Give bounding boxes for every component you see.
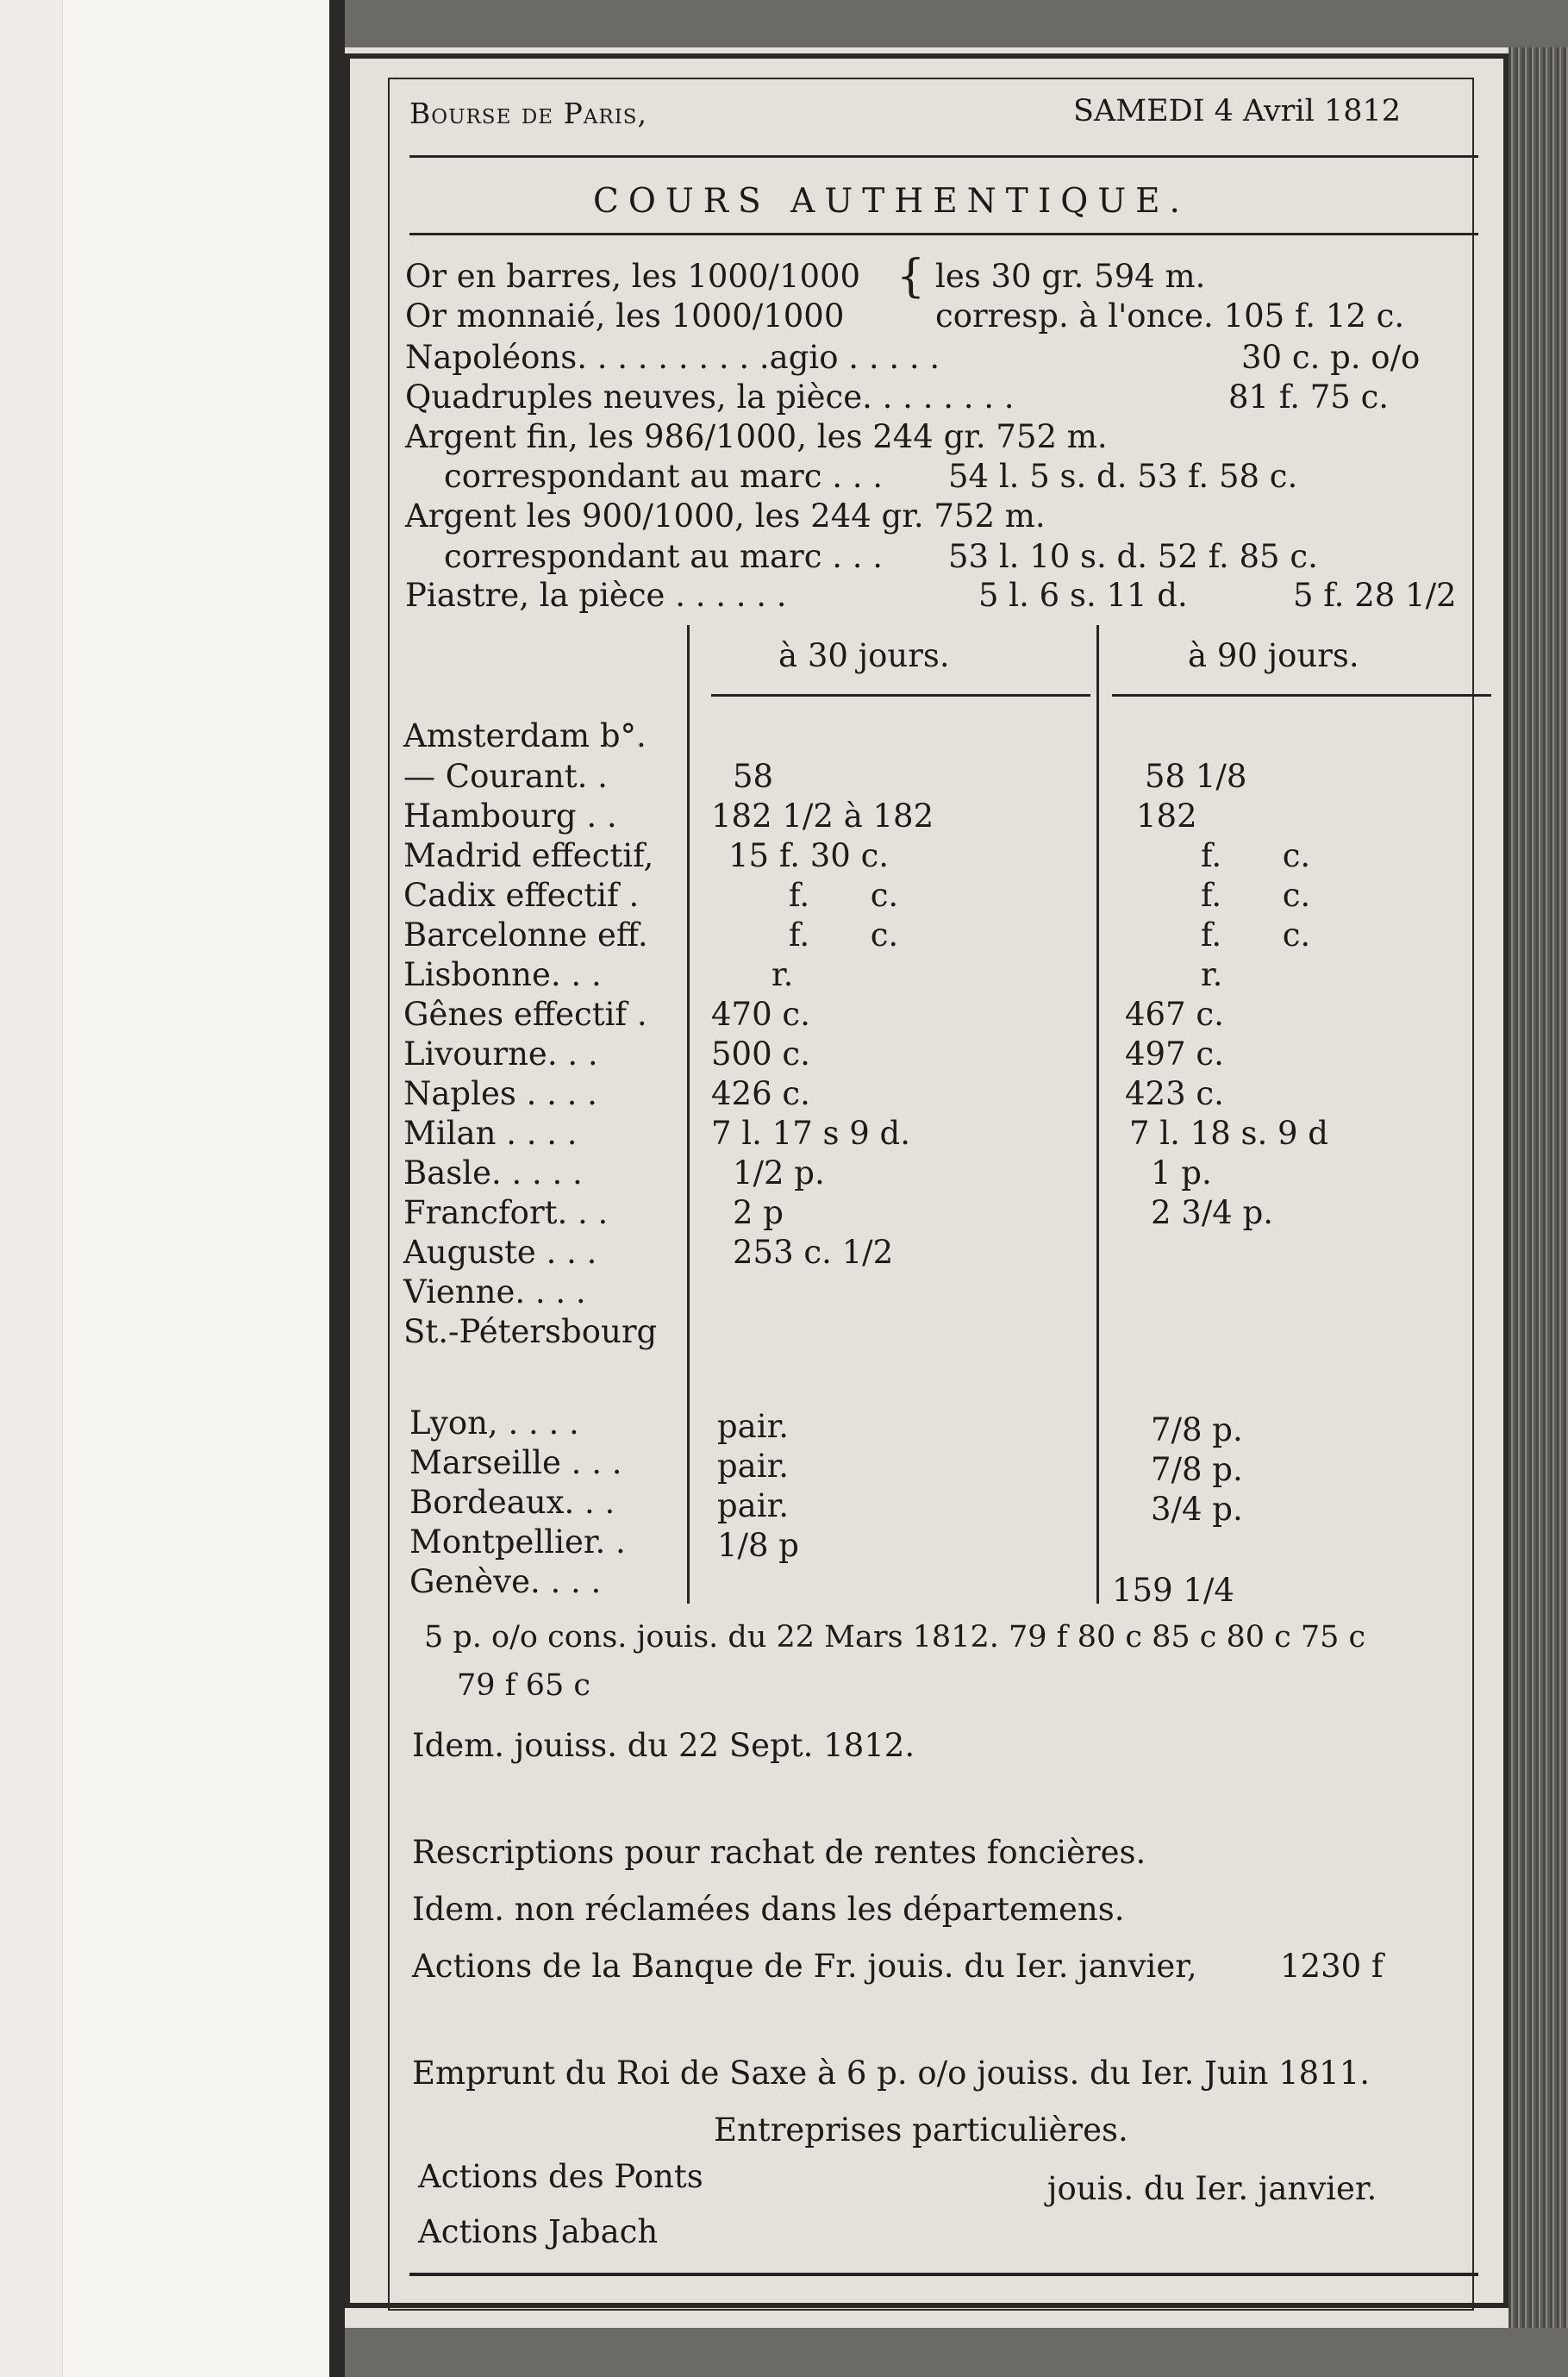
exchange-place: Vienne. . . . <box>403 1273 586 1310</box>
exchange-place: Amsterdam b°. <box>403 717 647 754</box>
exchange-rate-90: 497 c. <box>1125 1035 1224 1073</box>
book-binding-left <box>0 0 62 2377</box>
domestic-place: Genève. . . . <box>409 1563 602 1600</box>
exchange-place: Lisbonne. . . <box>403 956 602 993</box>
actions-ponts-jouissance: jouis. du Ier. janvier. <box>1047 2170 1377 2207</box>
exchange-rate-30: 253 c. 1/2 <box>733 1234 894 1271</box>
entreprises-heading: Entreprises particulières. <box>714 2111 1128 2149</box>
metal-label: Or en barres, les 1000/1000 <box>405 258 861 295</box>
exchange-rate-30: 470 c. <box>711 996 810 1033</box>
exchange-rate-90: 182 <box>1136 798 1197 835</box>
domestic-rate-90: 7/8 p. <box>1151 1411 1243 1448</box>
domestic-rate-90: 159 1/4 <box>1112 1572 1234 1609</box>
exchange-rate-90: 1 p. <box>1151 1154 1212 1192</box>
metal-label: Quadruples neuves, la pièce. . . . . . . . <box>405 378 1015 416</box>
domestic-rate-90: 3/4 p. <box>1151 1491 1243 1528</box>
metal-value-francs: 5 f. 28 1/2 <box>1293 577 1457 614</box>
exchange-rate-30: 426 c. <box>711 1075 810 1112</box>
banque-actions-value: 1230 f <box>1280 1948 1384 1985</box>
column-header-rule <box>1112 694 1491 697</box>
banque-actions-line: Actions de la Banque de Fr. jouis. du Ier. janvier, <box>412 1948 1197 1985</box>
exchange-place: Cadix effectif . <box>403 877 640 914</box>
exchange-rate-30: 1/2 p. <box>733 1154 825 1192</box>
exchange-rate-90: f. c. <box>1201 837 1311 874</box>
book-spine-shadow <box>329 0 345 2377</box>
exchange-rate-30: 15 f. 30 c. <box>728 837 890 874</box>
exchange-place: Naples . . . . <box>403 1075 597 1112</box>
column-divider-left <box>687 625 690 1604</box>
exchange-place: Milan . . . . <box>403 1115 578 1152</box>
exchange-rate-30: 58 <box>733 758 774 795</box>
column-divider-right <box>1096 625 1099 1604</box>
exchange-place: Livourne. . . <box>403 1035 598 1073</box>
column-header-30-days: à 30 jours. <box>778 637 950 674</box>
domestic-rate-30: 1/8 p <box>717 1527 799 1564</box>
exchange-rate-30: 500 c. <box>711 1035 810 1073</box>
page-edges <box>1509 47 1568 2328</box>
actions-jabach-line: Actions Jabach <box>418 2213 659 2250</box>
exchange-rate-90: 423 c. <box>1125 1075 1224 1112</box>
rentes-line-1: 5 p. o/o cons. jouis. du 22 Mars 1812. 79 f 80 c 85 c 80 c 75 c <box>424 1620 1366 1655</box>
domestic-rate-30: pair. <box>717 1487 789 1524</box>
exchange-rate-30: f. c. <box>789 877 899 914</box>
emprunt-saxe-line: Emprunt du Roi de Saxe à 6 p. o/o jouiss. du Ier. Juin 1811. <box>412 2055 1370 2092</box>
exchange-rate-30: 2 p <box>733 1194 784 1231</box>
metal-label: Argent fin, les 986/1000, les 244 gr. 752 m. <box>405 418 1108 455</box>
footer-rule <box>409 2273 1478 2276</box>
metal-label: Napoléons. . . . . . . . . .agio . . . . . <box>405 339 940 376</box>
exchange-rate-90: f. c. <box>1201 916 1311 954</box>
exchange-rate-90: 467 c. <box>1125 996 1224 1033</box>
exchange-place: Madrid effectif, <box>403 837 654 874</box>
domestic-place: Marseille . . . <box>409 1444 622 1481</box>
metal-label: Piastre, la pièce . . . . . . <box>405 577 787 614</box>
metal-label: correspondant au marc . . . <box>444 458 884 495</box>
exchange-rate-30: f. c. <box>789 916 899 954</box>
header-rule-bottom <box>409 233 1478 235</box>
book-binding-strip <box>62 0 330 2377</box>
header-rule-top <box>409 155 1478 158</box>
exchange-place: Auguste . . . <box>403 1234 597 1271</box>
exchange-place: Hambourg . . <box>403 798 617 835</box>
domestic-rate-30: pair. <box>717 1448 789 1485</box>
exchange-rate-30: 182 1/2 à 182 <box>711 798 934 835</box>
exchange-place: Basle. . . . . <box>403 1154 583 1192</box>
actions-ponts-line: Actions des Ponts <box>418 2158 703 2195</box>
exchange-place: St.-Pétersbourg <box>403 1313 658 1350</box>
metal-value: les 30 gr. 594 m. <box>935 258 1206 295</box>
metal-value: 54 l. 5 s. d. 53 f. 58 c. <box>948 458 1298 495</box>
column-header-90-days: à 90 jours. <box>1188 637 1359 674</box>
metal-value: corresp. à l'once. 105 f. 12 c. <box>935 297 1405 335</box>
exchange-rate-90: 7 l. 18 s. 9 d <box>1129 1115 1328 1152</box>
metal-value: 81 f. 75 c. <box>1228 378 1390 416</box>
exchange-rate-90: 2 3/4 p. <box>1151 1194 1274 1231</box>
domestic-rate-30: pair. <box>717 1408 789 1445</box>
domestic-place: Montpellier. . <box>409 1523 626 1561</box>
brace-glyph: { <box>896 251 926 303</box>
exchange-rate-90: 58 1/8 <box>1145 758 1247 795</box>
exchange-place: Francfort. . . <box>403 1194 609 1231</box>
exchange-rate-90: r. <box>1201 956 1223 993</box>
metal-value: 30 c. p. o/o <box>1241 339 1421 376</box>
bourse-label: Bourse de Paris, <box>409 97 648 130</box>
domestic-rate-90: 7/8 p. <box>1151 1451 1243 1488</box>
column-header-rule <box>711 694 1090 697</box>
exchange-place: — Courant. . <box>403 758 608 795</box>
exchange-rate-30: 7 l. 17 s 9 d. <box>711 1115 910 1152</box>
domestic-place: Bordeaux. . . <box>409 1484 615 1521</box>
exchange-place: Gênes effectif . <box>403 996 647 1033</box>
rentes-line-2: 79 f 65 c <box>457 1668 591 1703</box>
page-title: COURS AUTHENTIQUE. <box>593 182 1190 221</box>
date-label: SAMEDI 4 Avril 1812 <box>1073 94 1401 128</box>
idem-non-reclamees-line: Idem. non réclamées dans les départemens. <box>412 1891 1125 1928</box>
metal-label: Argent les 900/1000, les 244 gr. 752 m. <box>405 497 1046 535</box>
metal-label: correspondant au marc . . . <box>444 538 884 575</box>
rescriptions-line: Rescriptions pour rachat de rentes foncières. <box>412 1834 1146 1871</box>
metal-value: 5 l. 6 s. 11 d. <box>978 577 1188 614</box>
exchange-place: Barcelonne eff. <box>403 916 648 954</box>
metal-value: 53 l. 10 s. d. 52 f. 85 c. <box>948 538 1318 575</box>
rentes-idem: Idem. jouiss. du 22 Sept. 1812. <box>412 1727 915 1764</box>
domestic-place: Lyon, . . . . <box>409 1404 579 1442</box>
exchange-rate-30: r. <box>772 956 794 993</box>
exchange-rate-90: f. c. <box>1201 877 1311 914</box>
metal-label: Or monnaié, les 1000/1000 <box>405 297 845 335</box>
